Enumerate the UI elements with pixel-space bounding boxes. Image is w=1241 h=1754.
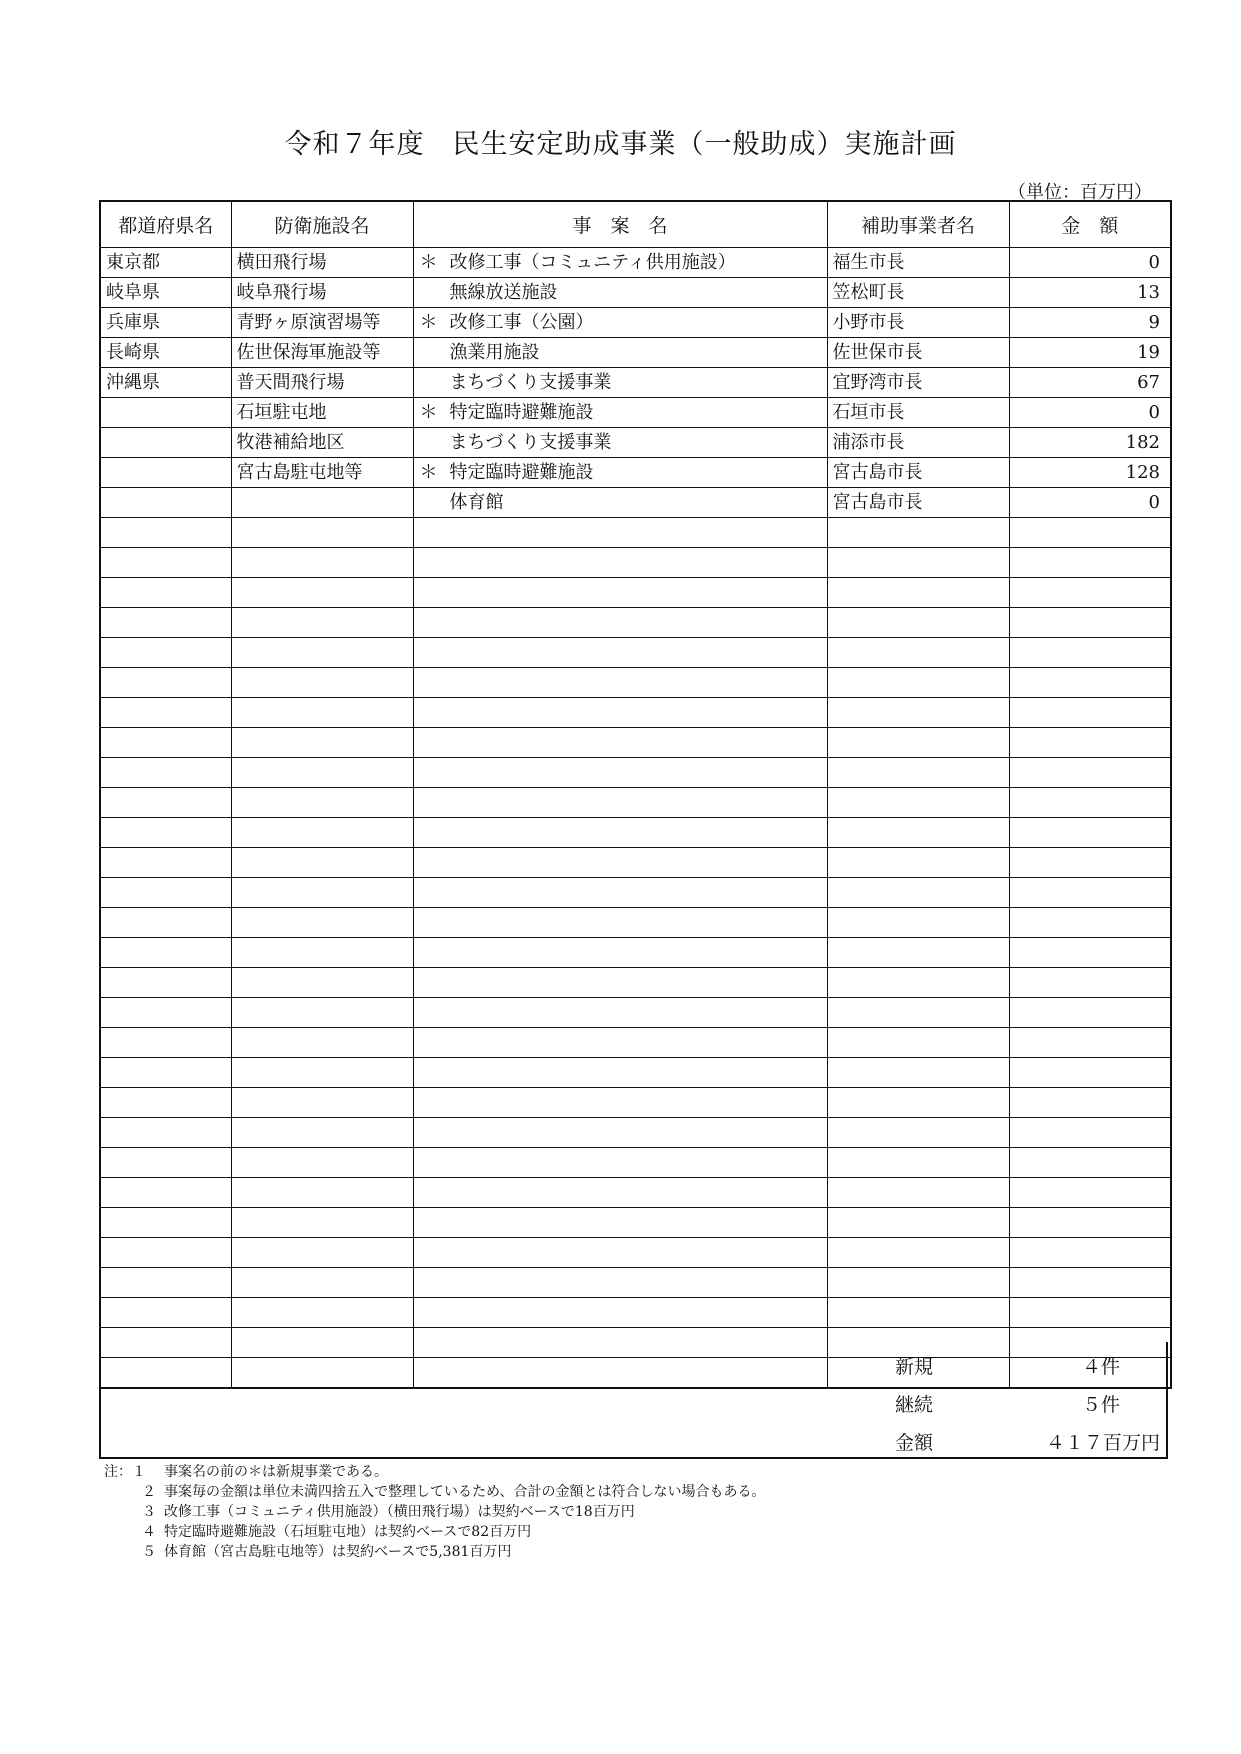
- cell-operator: [827, 1088, 1009, 1118]
- header-prefecture: 都道府県名: [100, 201, 231, 248]
- cell-amount: [1009, 1178, 1171, 1208]
- header-amount: 金 額: [1009, 201, 1171, 248]
- cell-operator: [827, 698, 1009, 728]
- cell-amount: [1009, 668, 1171, 698]
- cell-project: [413, 1208, 827, 1238]
- summary-new-row: [101, 1352, 1166, 1382]
- cell-facility: 普天間飛行場: [231, 368, 413, 398]
- cell-amount: [1009, 938, 1171, 968]
- cell-facility: [231, 848, 413, 878]
- cell-project: [413, 248, 827, 278]
- summary-total-label: 金額: [895, 1432, 934, 1454]
- cell-facility: [231, 1238, 413, 1268]
- summary-continuing-label: 継続: [895, 1394, 934, 1416]
- cell-operator: 佐世保市長: [827, 338, 1009, 368]
- cell-operator: [827, 998, 1009, 1028]
- cell-prefecture: [100, 848, 231, 878]
- project-name: 体育館: [449, 492, 504, 513]
- table-row: [100, 1118, 1171, 1148]
- cell-operator: 福生市長: [827, 248, 1009, 278]
- table-row: [100, 428, 1171, 458]
- cell-prefecture: [100, 1148, 231, 1178]
- cell-prefecture: [100, 1298, 231, 1328]
- cell-project: [413, 488, 827, 518]
- table-row: [100, 1208, 1171, 1238]
- cell-prefecture: [100, 1208, 231, 1238]
- cell-prefecture: [100, 608, 231, 638]
- cell-facility: [231, 638, 413, 668]
- table-row: [100, 668, 1171, 698]
- table-row: [100, 728, 1171, 758]
- summary-new-label: 新規: [895, 1356, 934, 1378]
- cell-project: [413, 818, 827, 848]
- project-name: まちづくり支援事業: [449, 372, 612, 393]
- note-number: ５: [142, 1544, 156, 1560]
- cell-facility: [231, 548, 413, 578]
- cell-facility: [231, 668, 413, 698]
- cell-project: [413, 398, 827, 428]
- cell-prefecture: [100, 878, 231, 908]
- cell-facility: [231, 908, 413, 938]
- cell-amount: [1009, 818, 1171, 848]
- cell-operator: 笠松町長: [827, 278, 1009, 308]
- cell-operator: [827, 1118, 1009, 1148]
- cell-facility: 横田飛行場: [231, 248, 413, 278]
- cell-prefecture: 長崎県: [100, 338, 231, 368]
- summary-continuing-row: [101, 1390, 1166, 1420]
- table-row: [100, 1148, 1171, 1178]
- note-number: 注：１: [104, 1464, 146, 1480]
- cell-project: [413, 458, 827, 488]
- cell-amount: [1009, 608, 1171, 638]
- cell-operator: 小野市長: [827, 308, 1009, 338]
- cell-project: [413, 1268, 827, 1298]
- notes: [104, 1462, 765, 1562]
- note-item: [104, 1462, 765, 1482]
- cell-operator: 石垣市長: [827, 398, 1009, 428]
- table-row: [100, 368, 1171, 398]
- cell-amount: [1009, 878, 1171, 908]
- cell-facility: 佐世保海軍施設等: [231, 338, 413, 368]
- cell-amount: [1009, 1058, 1171, 1088]
- note-text: 事案毎の金額は単位未満四捨五入で整理しているため、合計の金額とは符合しない場合もある。: [164, 1484, 766, 1500]
- cell-operator: [827, 638, 1009, 668]
- cell-project: [413, 548, 827, 578]
- summary-continuing-value: ５件: [1081, 1394, 1120, 1416]
- table-row: [100, 878, 1171, 908]
- cell-amount: 67: [1009, 368, 1171, 398]
- cell-project: [413, 518, 827, 548]
- cell-prefecture: [100, 458, 231, 488]
- cell-project: [413, 338, 827, 368]
- cell-facility: 青野ヶ原演習場等: [231, 308, 413, 338]
- cell-prefecture: [100, 428, 231, 458]
- cell-project: [413, 1028, 827, 1058]
- cell-operator: [827, 818, 1009, 848]
- cell-prefecture: [100, 1058, 231, 1088]
- cell-prefecture: [100, 1118, 231, 1148]
- table-row: [100, 398, 1171, 428]
- cell-amount: [1009, 758, 1171, 788]
- table-body: [100, 248, 1171, 1389]
- note-item: [104, 1502, 765, 1522]
- cell-facility: 宮古島駐屯地等: [231, 458, 413, 488]
- cell-project: [413, 1148, 827, 1178]
- cell-amount: [1009, 1028, 1171, 1058]
- cell-facility: [231, 1118, 413, 1148]
- cell-project: [413, 428, 827, 458]
- plan-table: [99, 200, 1172, 1389]
- table-row: [100, 998, 1171, 1028]
- cell-amount: 0: [1009, 248, 1171, 278]
- cell-facility: [231, 968, 413, 998]
- cell-prefecture: [100, 728, 231, 758]
- cell-operator: [827, 578, 1009, 608]
- table-row: [100, 338, 1171, 368]
- cell-project: [413, 998, 827, 1028]
- cell-amount: [1009, 1088, 1171, 1118]
- cell-project: [413, 578, 827, 608]
- cell-operator: [827, 1058, 1009, 1088]
- cell-amount: [1009, 998, 1171, 1028]
- cell-amount: [1009, 1268, 1171, 1298]
- project-name: 特定臨時避難施設: [449, 402, 594, 423]
- cell-prefecture: [100, 518, 231, 548]
- cell-project: [413, 728, 827, 758]
- table-row: [100, 278, 1171, 308]
- cell-prefecture: [100, 1028, 231, 1058]
- table-row: [100, 578, 1171, 608]
- table-header-row: [100, 201, 1171, 248]
- cell-project: [413, 1088, 827, 1118]
- table-row: [100, 1238, 1171, 1268]
- table-row: [100, 818, 1171, 848]
- cell-prefecture: [100, 1178, 231, 1208]
- cell-operator: [827, 1178, 1009, 1208]
- project-name: まちづくり支援事業: [449, 432, 612, 453]
- cell-amount: [1009, 1118, 1171, 1148]
- unit-label: （単位：百万円）: [1008, 182, 1152, 203]
- cell-project: [413, 368, 827, 398]
- table-row: [100, 608, 1171, 638]
- cell-prefecture: [100, 938, 231, 968]
- note-text: 事案名の前の＊は新規事業である。: [164, 1464, 388, 1480]
- cell-project: [413, 1238, 827, 1268]
- table-row: [100, 1088, 1171, 1118]
- cell-operator: 宮古島市長: [827, 458, 1009, 488]
- cell-prefecture: [100, 968, 231, 998]
- cell-facility: [231, 1058, 413, 1088]
- table-row: [100, 638, 1171, 668]
- table-row: [100, 968, 1171, 998]
- cell-prefecture: [100, 398, 231, 428]
- table-row: [100, 758, 1171, 788]
- new-project-mark: ＊: [419, 312, 438, 333]
- cell-facility: [231, 818, 413, 848]
- cell-amount: 0: [1009, 488, 1171, 518]
- table-row: [100, 908, 1171, 938]
- new-project-mark: ＊: [419, 252, 438, 273]
- cell-amount: [1009, 518, 1171, 548]
- cell-amount: 9: [1009, 308, 1171, 338]
- cell-amount: [1009, 848, 1171, 878]
- cell-operator: [827, 758, 1009, 788]
- cell-amount: [1009, 638, 1171, 668]
- table-row: [100, 458, 1171, 488]
- table-row: [100, 1298, 1171, 1328]
- table-row: [100, 488, 1171, 518]
- cell-amount: [1009, 908, 1171, 938]
- header-project: 事 案 名: [413, 201, 827, 248]
- cell-facility: 牧港補給地区: [231, 428, 413, 458]
- cell-operator: [827, 908, 1009, 938]
- cell-facility: [231, 728, 413, 758]
- table-row: [100, 1268, 1171, 1298]
- cell-facility: [231, 998, 413, 1028]
- table-row: [100, 1058, 1171, 1088]
- header-operator: 補助事業者名: [827, 201, 1009, 248]
- cell-prefecture: [100, 908, 231, 938]
- cell-facility: [231, 1088, 413, 1118]
- project-name: 改修工事（公園）: [449, 312, 594, 333]
- cell-operator: [827, 1298, 1009, 1328]
- cell-facility: [231, 488, 413, 518]
- table-row: [100, 518, 1171, 548]
- cell-facility: [231, 1178, 413, 1208]
- cell-amount: 128: [1009, 458, 1171, 488]
- cell-project: [413, 1298, 827, 1328]
- cell-operator: [827, 608, 1009, 638]
- cell-project: [413, 308, 827, 338]
- project-name: 改修工事（コミュニティ供用施設）: [449, 252, 736, 273]
- cell-prefecture: [100, 788, 231, 818]
- cell-facility: [231, 788, 413, 818]
- cell-facility: [231, 878, 413, 908]
- cell-amount: [1009, 788, 1171, 818]
- table-row: [100, 938, 1171, 968]
- cell-operator: 浦添市長: [827, 428, 1009, 458]
- cell-prefecture: [100, 668, 231, 698]
- cell-project: [413, 848, 827, 878]
- table-row: [100, 848, 1171, 878]
- cell-project: [413, 668, 827, 698]
- cell-project: [413, 1058, 827, 1088]
- cell-amount: [1009, 1298, 1171, 1328]
- cell-amount: [1009, 1238, 1171, 1268]
- cell-amount: [1009, 1148, 1171, 1178]
- cell-facility: [231, 608, 413, 638]
- project-name: 漁業用施設: [449, 342, 540, 363]
- table-row: [100, 788, 1171, 818]
- cell-operator: [827, 1028, 1009, 1058]
- cell-prefecture: [100, 1238, 231, 1268]
- cell-prefecture: [100, 758, 231, 788]
- cell-amount: [1009, 698, 1171, 728]
- cell-amount: [1009, 728, 1171, 758]
- cell-operator: [827, 1148, 1009, 1178]
- cell-facility: [231, 1268, 413, 1298]
- cell-project: [413, 278, 827, 308]
- note-number: ４: [142, 1524, 156, 1540]
- note-item: [104, 1522, 765, 1542]
- cell-facility: [231, 518, 413, 548]
- note-text: 特定臨時避難施設（石垣駐屯地）は契約ベースで82百万円: [164, 1524, 532, 1540]
- cell-prefecture: [100, 1268, 231, 1298]
- cell-project: [413, 878, 827, 908]
- cell-amount: 182: [1009, 428, 1171, 458]
- cell-project: [413, 698, 827, 728]
- note-text: 体育館（宮古島駐屯地等）は契約ベースで5,381百万円: [164, 1544, 512, 1560]
- cell-amount: [1009, 548, 1171, 578]
- cell-operator: 宜野湾市長: [827, 368, 1009, 398]
- cell-operator: [827, 668, 1009, 698]
- table-row: [100, 548, 1171, 578]
- cell-operator: [827, 968, 1009, 998]
- cell-prefecture: [100, 488, 231, 518]
- cell-facility: [231, 1298, 413, 1328]
- cell-project: [413, 788, 827, 818]
- cell-prefecture: [100, 578, 231, 608]
- cell-operator: [827, 548, 1009, 578]
- cell-operator: [827, 788, 1009, 818]
- cell-prefecture: 兵庫県: [100, 308, 231, 338]
- cell-project: [413, 1178, 827, 1208]
- cell-operator: [827, 1268, 1009, 1298]
- table-row: [100, 248, 1171, 278]
- cell-project: [413, 908, 827, 938]
- cell-amount: [1009, 578, 1171, 608]
- note-item: [104, 1482, 765, 1502]
- project-name: 特定臨時避難施設: [449, 462, 594, 483]
- cell-prefecture: [100, 638, 231, 668]
- cell-amount: 0: [1009, 398, 1171, 428]
- new-project-mark: ＊: [419, 462, 438, 483]
- cell-prefecture: 沖縄県: [100, 368, 231, 398]
- cell-amount: [1009, 968, 1171, 998]
- cell-facility: 岐阜飛行場: [231, 278, 413, 308]
- cell-prefecture: [100, 1088, 231, 1118]
- cell-operator: [827, 518, 1009, 548]
- table-row: [100, 1178, 1171, 1208]
- note-number: ２: [142, 1484, 156, 1500]
- cell-operator: [827, 938, 1009, 968]
- summary-new-value: ４件: [1081, 1356, 1120, 1378]
- cell-prefecture: [100, 548, 231, 578]
- cell-prefecture: 東京都: [100, 248, 231, 278]
- project-name: 無線放送施設: [449, 282, 558, 303]
- summary-total-value: ４１７百万円: [1045, 1432, 1160, 1454]
- cell-prefecture: 岐阜県: [100, 278, 231, 308]
- cell-operator: [827, 1238, 1009, 1268]
- cell-operator: [827, 878, 1009, 908]
- cell-facility: [231, 578, 413, 608]
- cell-operator: [827, 728, 1009, 758]
- cell-prefecture: [100, 818, 231, 848]
- cell-project: [413, 608, 827, 638]
- cell-operator: [827, 848, 1009, 878]
- cell-project: [413, 1118, 827, 1148]
- cell-facility: [231, 1148, 413, 1178]
- cell-project: [413, 938, 827, 968]
- cell-facility: [231, 1028, 413, 1058]
- cell-amount: [1009, 1208, 1171, 1238]
- header-facility: 防衛施設名: [231, 201, 413, 248]
- cell-facility: [231, 1208, 413, 1238]
- new-project-mark: ＊: [419, 402, 438, 423]
- summary-box: [99, 1342, 1168, 1459]
- page-title: 令和７年度 民生安定助成事業（一般助成）実施計画: [284, 129, 957, 160]
- cell-amount: 19: [1009, 338, 1171, 368]
- note-number: ３: [142, 1504, 156, 1520]
- cell-amount: 13: [1009, 278, 1171, 308]
- note-text: 改修工事（コミュニティ供用施設）（横田飛行場）は契約ベースで18百万円: [164, 1504, 635, 1520]
- cell-facility: [231, 698, 413, 728]
- cell-prefecture: [100, 698, 231, 728]
- cell-project: [413, 968, 827, 998]
- summary-total-row: [101, 1428, 1166, 1458]
- table-row: [100, 698, 1171, 728]
- cell-facility: [231, 758, 413, 788]
- cell-operator: [827, 1208, 1009, 1238]
- cell-project: [413, 758, 827, 788]
- cell-operator: 宮古島市長: [827, 488, 1009, 518]
- cell-prefecture: [100, 998, 231, 1028]
- table-row: [100, 308, 1171, 338]
- cell-facility: [231, 938, 413, 968]
- cell-project: [413, 638, 827, 668]
- table-row: [100, 1028, 1171, 1058]
- cell-facility: 石垣駐屯地: [231, 398, 413, 428]
- note-item: [104, 1542, 765, 1562]
